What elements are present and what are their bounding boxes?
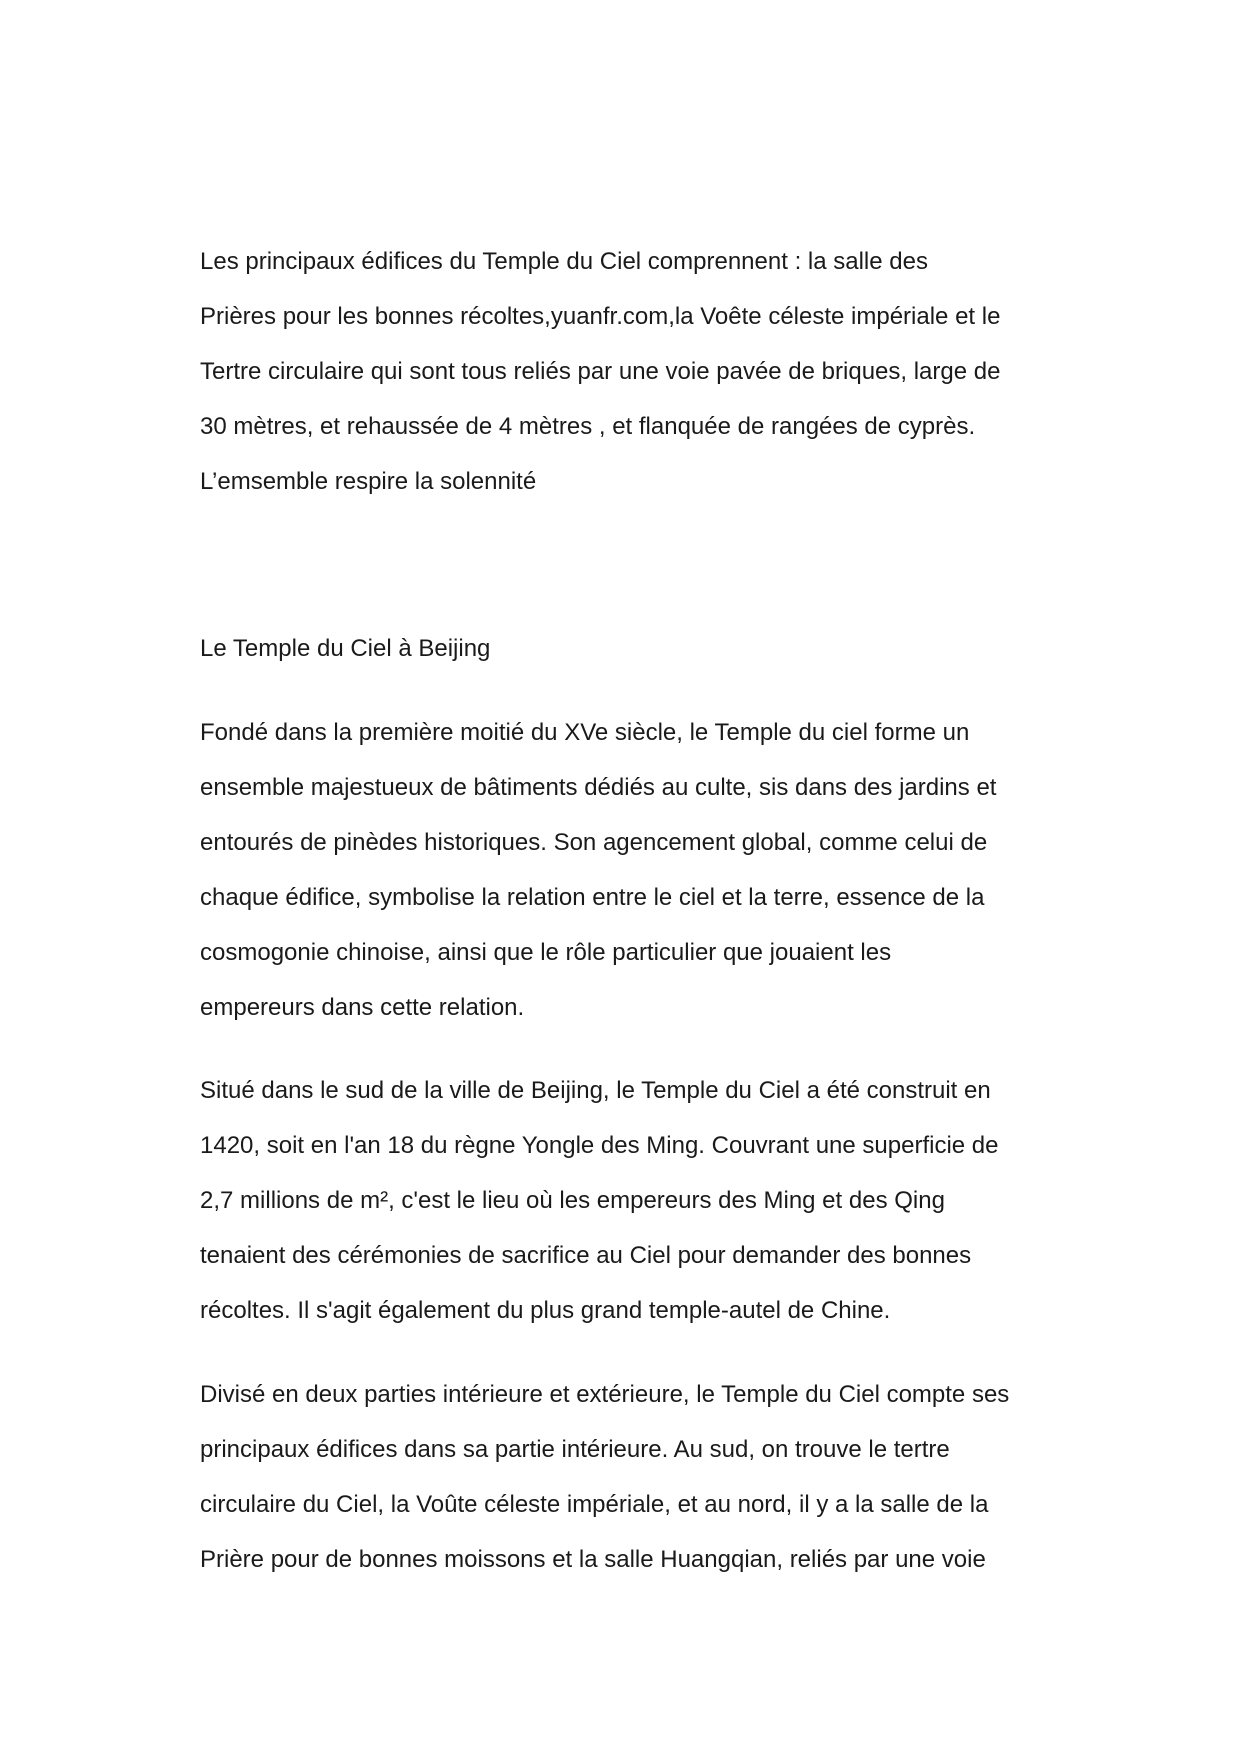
paragraph-1-line-3: Tertre circulaire qui sont tous reliés par une voie pavée de briques, large de bbox=[200, 358, 1001, 385]
paragraph-2-line-5: cosmogonie chinoise, ainsi que le rôle particulier que jouaient les bbox=[200, 939, 892, 966]
paragraph-2-line-6: empereurs dans cette relation. bbox=[200, 994, 525, 1021]
paragraph-2-line-1: Fondé dans la première moitié du XVe siècle, le Temple du ciel forme un bbox=[200, 719, 970, 746]
paragraph-2-line-2: ensemble majestueux de bâtiments dédiés au culte, sis dans des jardins et bbox=[200, 774, 997, 801]
paragraph-4-line-3: circulaire du Ciel, la Voûte céleste impériale, et au nord, il y a la salle de la bbox=[200, 1491, 989, 1518]
paragraph-3-line-2: 1420, soit en l'an 18 du règne Yongle des Ming. Couvrant une superficie de bbox=[200, 1132, 999, 1159]
paragraph-2-line-4: chaque édifice, symbolise la relation entre le ciel et la terre, essence de la bbox=[200, 884, 985, 911]
paragraph-3-line-5: récoltes. Il s'agit également du plus grand temple-autel de Chine. bbox=[200, 1297, 891, 1324]
paragraph-3-line-1: Situé dans le sud de la ville de Beijing, le Temple du Ciel a été construit en bbox=[200, 1077, 991, 1104]
paragraph-4-line-1: Divisé en deux parties intérieure et extérieure, le Temple du Ciel compte ses bbox=[200, 1381, 1010, 1408]
paragraph-1-line-2: Prières pour les bonnes récoltes,yuanfr.com,la Voête céleste impériale et le bbox=[200, 303, 1001, 330]
paragraph-1-line-5: L’emsemble respire la solennité bbox=[200, 468, 537, 495]
paragraph-3-line-3: 2,7 millions de m², c'est le lieu où les empereurs des Ming et des Qing bbox=[200, 1187, 945, 1214]
paragraph-3-line-4: tenaient des cérémonies de sacrifice au Ciel pour demander des bonnes bbox=[200, 1242, 972, 1269]
section-heading: Le Temple du Ciel à Beijing bbox=[200, 635, 491, 662]
paragraph-4-line-2: principaux édifices dans sa partie intérieure. Au sud, on trouve le tertre bbox=[200, 1436, 950, 1463]
paragraph-2-line-3: entourés de pinèdes historiques. Son agencement global, comme celui de bbox=[200, 829, 988, 856]
paragraph-1-line-1: Les principaux édifices du Temple du Ciel comprennent : la salle des bbox=[200, 248, 928, 275]
paragraph-1-line-4: 30 mètres, et rehaussée de 4 mètres , et flanquée de rangées de cyprès. bbox=[200, 413, 976, 440]
paragraph-4-line-4: Prière pour de bonnes moissons et la salle Huangqian, reliés par une voie bbox=[200, 1546, 986, 1573]
